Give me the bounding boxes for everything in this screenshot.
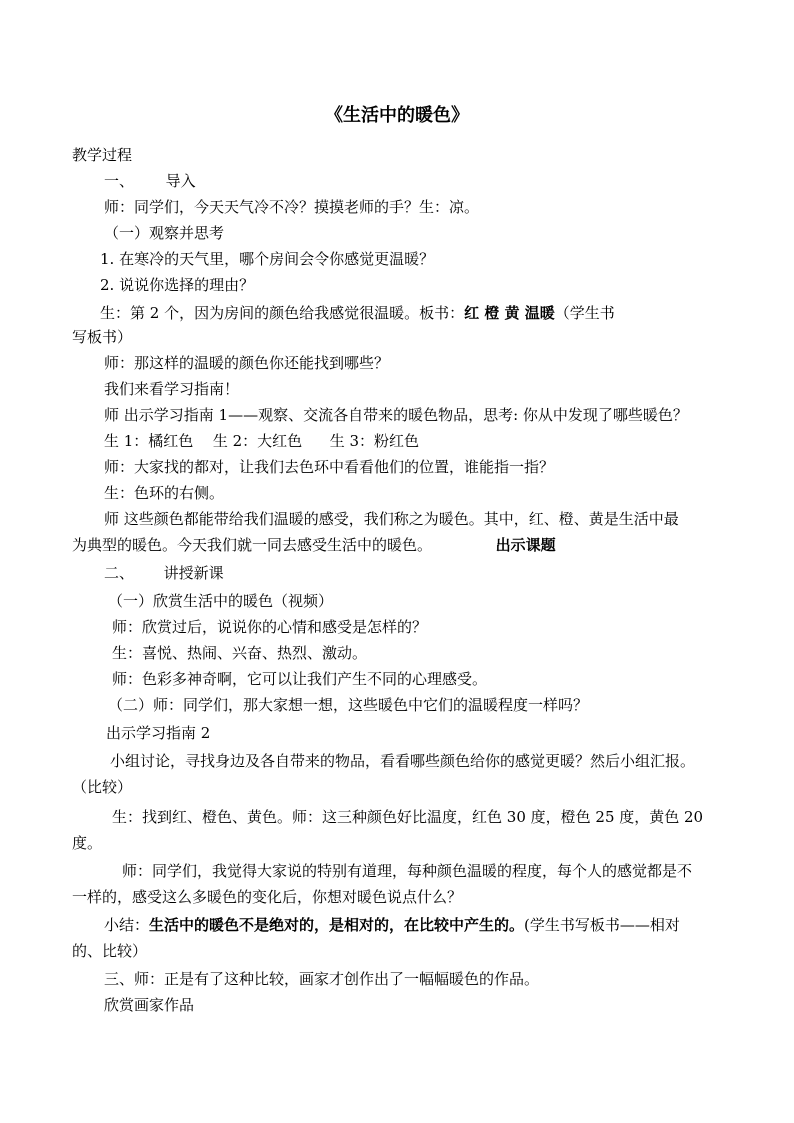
question-item-1: 1. 在寒冷的天气里，哪个房间会令你感觉更温暖？: [100, 250, 435, 268]
subsection-heading: （一）观察并思考: [104, 224, 225, 242]
subsection-heading: （二）师：同学们，那大家想一想，这些暖色中它们的温暖程度一样吗？: [108, 696, 589, 714]
question-item-2: 2. 说说你选择的理由？: [100, 276, 255, 294]
paragraph-line: 师：色彩多神奇啊，它可以让我们产生不同的心理感受。: [112, 670, 488, 688]
text-run: (学生书写板书——相对: [524, 916, 680, 934]
paragraph-line: （比较）: [72, 778, 133, 796]
paragraph-line: 欣赏画家作品: [104, 996, 195, 1014]
paragraph-line: 生：找到红、橙色、黄色。师：这三种颜色好比温度，红色 30 度，橙色 25 度，黄色 20: [112, 808, 704, 826]
paragraph-line: [100, 302, 760, 324]
document-title: 《生活中的暖色》: [325, 105, 469, 126]
section-2-header: [104, 562, 764, 584]
paragraph-line: 三、师：正是有了这种比较，画家才创作出了一幅幅暖色的作品。: [104, 970, 540, 988]
text-run: 生 1：橘红色: [104, 432, 194, 450]
bold-text-run: 红 橙 黄 温暖: [464, 304, 555, 322]
paragraph-line: [72, 534, 732, 556]
paragraph-line: 生：色环的右侧。: [104, 484, 225, 502]
paragraph-line: 出示学习指南 2: [106, 724, 211, 742]
text-run: 生 3：粉红色: [329, 432, 420, 450]
paragraph-line: 师：大家找的都对，让我们去色环中看看他们的位置，谁能指一指？: [104, 458, 555, 476]
bold-text-run: 生活中的暖色不是绝对的，是相对的，在比较中产生的。: [149, 916, 525, 934]
text-run: （学生书: [554, 304, 615, 322]
paragraph-line: 师：同学们，今天天气冷不冷？摸摸老师的手？生：凉。: [104, 198, 480, 216]
paragraph-line: 师：欣赏过后，说说你的心情和感受是怎样的？: [112, 618, 428, 636]
text-run: 生：第 2 个，因为房间的颜色给我感觉很温暖。板书：: [100, 304, 465, 322]
paragraph-line: 一样的，感受这么多暖色的变化后，你想对暖色说点什么？: [72, 888, 463, 906]
section-heading: 教学过程: [72, 146, 133, 164]
paragraph-line: 我们来看学习指南！: [104, 380, 240, 398]
paragraph-line: 师：同学们，我觉得大家说的特别有道理，每种颜色温暖的程度，每个人的感觉都是不: [122, 862, 693, 880]
section-1-title: 导入: [165, 172, 196, 190]
bold-text-run: 出示课题: [495, 536, 556, 554]
section-1-header: [104, 170, 764, 192]
text-run: 为典型的暖色。今天我们就一同去感受生活中的暖色。: [72, 536, 433, 554]
text-run: 小结：: [104, 916, 150, 934]
paragraph-line: 写板书）: [72, 328, 133, 346]
paragraph-line: 小组讨论，寻找身边及各自带来的物品，看看哪些颜色给你的感觉更暖？然后小组汇报。: [110, 752, 696, 770]
paragraph-line: 度。: [72, 834, 103, 852]
paragraph-line: [104, 430, 764, 452]
paragraph-line: 的、比较）: [72, 942, 148, 960]
section-2-number: 二、: [104, 564, 135, 582]
section-1-number: 一、: [104, 172, 135, 190]
paragraph-line: 生：喜悦、热闹、兴奋、热烈、激动。: [112, 644, 368, 662]
section-2-title: 讲授新课: [163, 564, 224, 582]
paragraph-line: 师 出示学习指南 1——观察、交流各自带来的暖色物品，思考: 你从中发现了哪些暖色？: [104, 406, 688, 424]
subsection-heading: （一）欣赏生活中的暖色（视频）: [108, 592, 334, 610]
paragraph-line: 师 这些颜色都能带给我们温暖的感受，我们称之为暖色。其中，红、橙、黄是生活中最: [104, 510, 679, 528]
summary-line: [104, 914, 764, 936]
paragraph-line: 师：那这样的温暖的颜色你还能找到哪些？: [104, 354, 390, 372]
text-run: 生 2：大红色: [212, 432, 303, 450]
